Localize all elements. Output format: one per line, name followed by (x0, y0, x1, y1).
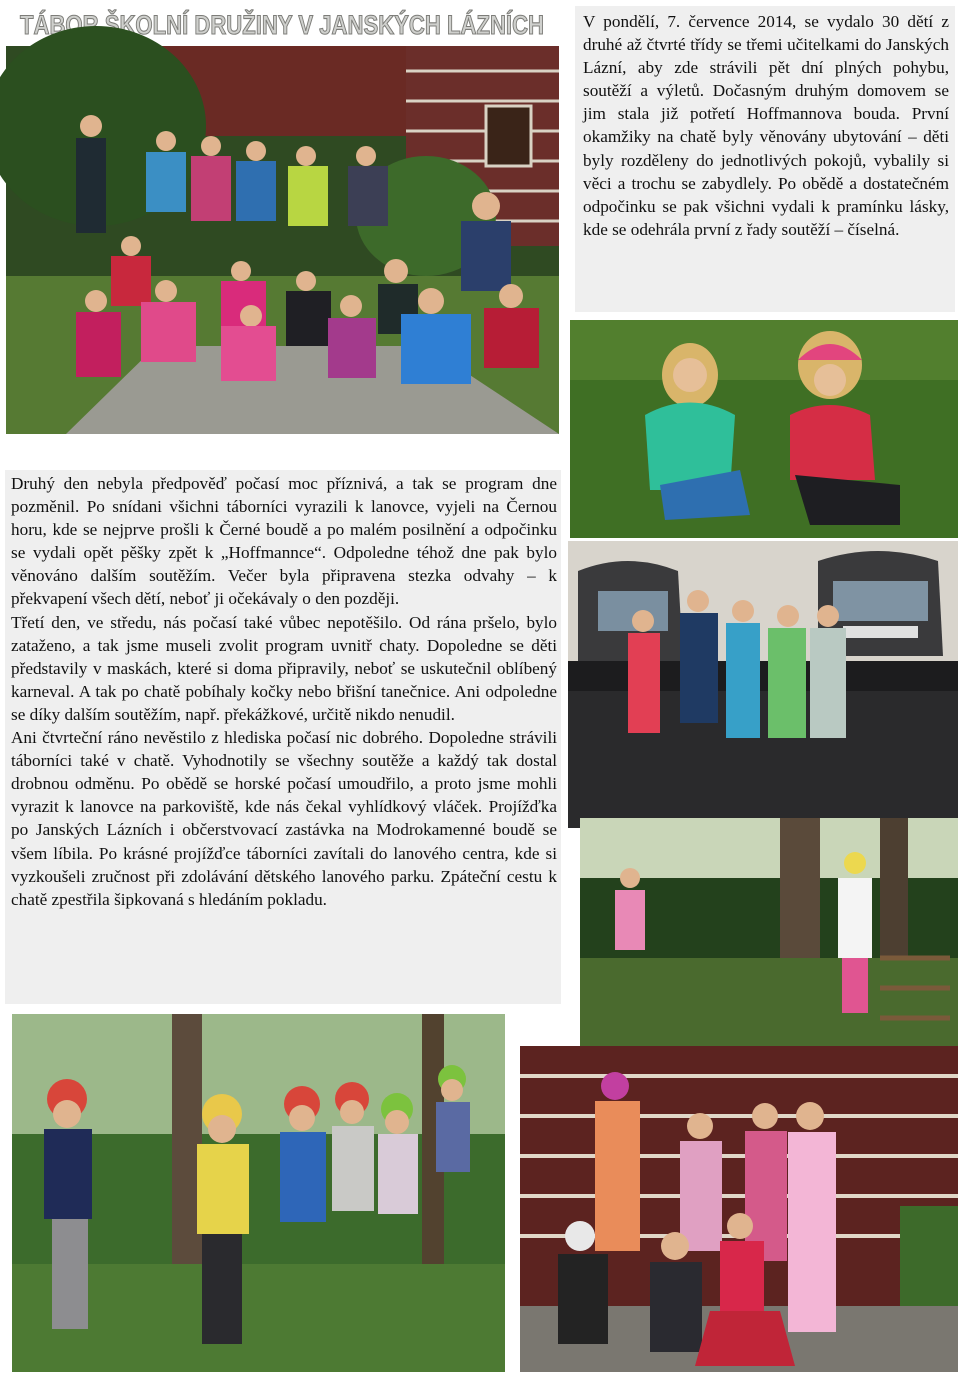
story-text-box (5, 470, 561, 1004)
intro-paragraph: V pondělí, 7. července 2014, se vydalo 30 dětí z druhé až čtvrté třídy se třemi učitelkami do Janských Lázní, aby zde strávili pět dní plných pohybu, soutěží a výletů. Dočasným druhým domovem se jim stala již potřetí Hoffmannova bouda. První okamžiky na chatě byly věnovány ubytování – děti byly rozděleny do jednotlivých pokojů, vybalily si věci a trochu se zabydlely. Po obědě a dostatečném odpočinku se pak všichni vydali k pramínku lásky, kde se odehrála první z řady soutěží – číselná. (583, 12, 949, 239)
page-title-text: TÁBOR ŠKOLNÍ DRUŽINY V JANSKÝCH LÁZNÍCH (20, 10, 661, 40)
girls-on-grass-photo (570, 320, 958, 538)
story-paragraph-day2: Druhý den nebyla předpověď počasí moc příznivá, a tak se program dne pozměnil. Po snídani všichni táborníci vyrazili k lanovce, vyjeli na Černou horu, kde se nejprve prošli k Černé boudě a po malém posilnění a odpočinku se vydali opět pěšky zpět k „Hoffmannce“. Odpoledne téhož dne pak bylo věnováno dalším soutěžím. Večer byla připravena stezka odvahy – k překvapení všech dětí, neboť ji očekávaly o den později. (11, 474, 557, 609)
story-paragraph-day4: Ani čtvrteční ráno nevěstilo z hlediska počasí nic dobrého. Dopoledne strávili táborníci také v chatě. Vyhodnotily se všechny soutěže a každý tak dostal drobnou odměnu. Po obědě se horské počasí umoudřilo, a proto jsme mohli vyrazit k lanovce na parkoviště, kde nás čekal vyhlídkový vláček. Projížďka po Janských Lázních i občerstvovací zastávka na Modrokamenné boudě se všem líbila. Po krásné projížďce táborníci zavítali do lanového centra, kde si vyzkoušeli zručnost při zdolávání dětského lanového parku. Zpáteční cestu k chatě zpestřila šipkovaná s hledáním pokladu. (11, 728, 557, 909)
cable-car-photo (568, 541, 958, 828)
group-photo (6, 46, 559, 434)
helmets-group-photo (12, 1014, 505, 1372)
story-paragraph-day3: Třetí den, ve středu, nás počasí také vůbec nepotěšilo. Od rána pršelo, bylo zataženo, a tak jsme museli zvolit program uvnitř chaty. Dopoledne se děti představily v maskách, které si doma připravily, neboť se uskutečnil oblíbený karneval. A tak po chatě pobíhaly kočky nebo břišní tanečnice. Ani odpoledne se díky dalším soutěžím, např. překážkové, určitě nikdo nenudil. (11, 612, 557, 724)
forest-rope-park-photo (580, 818, 958, 1046)
carnival-costumes-photo (520, 1046, 958, 1372)
intro-text-box (575, 6, 955, 312)
